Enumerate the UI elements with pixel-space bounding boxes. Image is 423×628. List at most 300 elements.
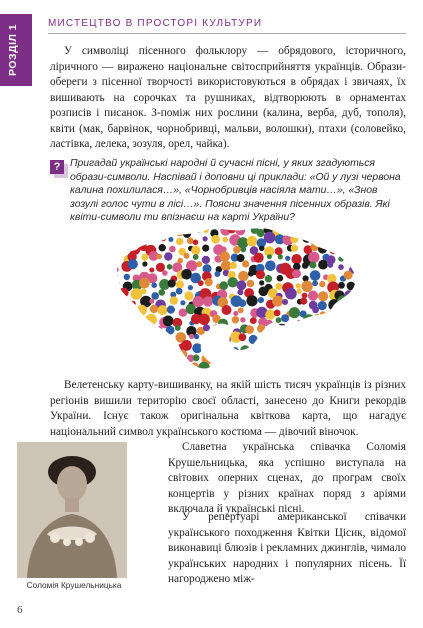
paragraph-record-map: Велетенську карту-вишиванку, на якій шість тисяч українців із різних регіонів вишили територію своєї області, занесено до Книги рекордів України. Існує також оригінальна квіткова карта, що нагадує національний символ українського костюма — дівочий віночок.	[50, 379, 406, 438]
map-flower	[137, 340, 148, 351]
map-flower	[237, 280, 247, 290]
map-flower	[214, 355, 223, 364]
map-flower	[247, 236, 258, 247]
map-flower	[324, 238, 329, 243]
map-flower-pattern	[110, 224, 360, 372]
map-flower	[260, 361, 267, 368]
map-flower	[336, 308, 341, 313]
map-flower	[239, 354, 245, 360]
map-flower	[132, 227, 139, 234]
map-flower	[152, 235, 158, 241]
map-flower	[282, 299, 288, 305]
map-flower	[193, 240, 199, 246]
map-flower	[137, 305, 148, 316]
map-flower	[159, 289, 166, 296]
map-flower	[309, 262, 316, 269]
page-number: 6	[17, 604, 23, 616]
map-flower	[302, 336, 312, 346]
map-flower	[129, 324, 140, 335]
map-flower	[336, 350, 344, 358]
map-flower	[132, 363, 138, 369]
map-flower	[344, 351, 352, 359]
map-flower	[222, 305, 232, 315]
map-flower	[181, 269, 192, 280]
map-flower	[318, 291, 328, 301]
map-flower	[355, 308, 360, 315]
map-flower	[350, 364, 357, 371]
map-flower	[355, 259, 360, 270]
portrait-illustration	[17, 442, 127, 578]
map-flower	[170, 356, 176, 362]
map-flower	[358, 230, 360, 237]
map-flower	[333, 360, 340, 367]
map-flower	[159, 234, 167, 242]
map-flower	[212, 363, 218, 369]
map-flower	[241, 361, 248, 368]
embroidered-ukraine-map	[110, 224, 360, 372]
map-flower	[328, 238, 335, 245]
map-flower	[338, 323, 347, 332]
map-flower	[320, 353, 326, 359]
map-flower	[118, 351, 128, 361]
map-flower	[356, 356, 360, 361]
map-flower	[327, 350, 338, 361]
map-flower	[114, 229, 120, 235]
map-flower	[113, 244, 121, 252]
map-flower	[276, 317, 282, 323]
map-flower	[291, 244, 298, 251]
map-flower	[167, 336, 174, 343]
map-flower	[125, 316, 130, 321]
map-flower	[157, 326, 163, 332]
map-flower	[303, 314, 315, 326]
map-flower	[194, 334, 199, 339]
map-flower	[131, 288, 143, 300]
map-flower	[314, 314, 322, 322]
map-flower	[302, 262, 309, 269]
map-flower	[159, 360, 169, 370]
map-flower	[249, 354, 259, 364]
map-flower	[338, 282, 345, 289]
map-flower	[112, 347, 118, 353]
map-flower	[265, 310, 275, 320]
map-flower	[346, 251, 355, 260]
map-flower	[141, 254, 148, 261]
map-flower	[113, 325, 122, 334]
map-flower	[328, 262, 334, 268]
map-flower	[286, 337, 293, 344]
map-flower	[274, 364, 280, 370]
map-flower	[169, 359, 177, 367]
map-flower	[265, 345, 273, 353]
map-flower	[285, 288, 297, 300]
map-flower	[267, 254, 272, 259]
map-flower	[243, 361, 255, 372]
map-flower	[147, 333, 155, 341]
map-flower	[112, 266, 119, 273]
map-flower	[266, 350, 275, 359]
header-divider	[48, 33, 406, 34]
map-flower	[299, 226, 309, 236]
map-flower	[203, 324, 210, 331]
map-flower	[150, 350, 158, 358]
map-flower	[302, 323, 312, 333]
map-flower	[259, 246, 265, 252]
map-flower	[191, 362, 198, 369]
map-flower	[256, 355, 262, 361]
map-flower	[154, 224, 166, 234]
map-flower	[275, 353, 282, 360]
map-flower	[184, 253, 190, 259]
map-flower	[222, 237, 228, 243]
map-flower	[260, 344, 266, 350]
map-flower	[323, 338, 328, 343]
map-flower	[113, 273, 118, 278]
map-flower	[327, 310, 335, 318]
map-flower	[237, 254, 245, 262]
map-flower	[290, 235, 298, 243]
map-flower	[315, 365, 321, 371]
map-flower	[265, 275, 272, 282]
map-flower	[268, 337, 277, 346]
map-flower	[330, 333, 339, 342]
map-flower	[192, 343, 202, 353]
map-flower	[330, 324, 336, 330]
map-flower	[202, 245, 209, 252]
map-flower	[346, 333, 356, 343]
map-flower	[131, 335, 139, 343]
map-flower	[327, 315, 335, 323]
map-flower	[311, 231, 316, 236]
paragraph-symbolism: У символіці пісенного фольклору — обрядового, історичного, ліричного — виражено національне світосприйняття українців. Образи-обереги з пісенної творчості використовуються в обрядах і звичаях, їх вишивають на сорочках та рушниках, відтворюють в орнаментах розписів і писанок. З-поміж них рослини (калина, верба, дуб, тополя), квіти (мак, барвінок, чорнобривці, мальви, волошки), птахи (соловейко, ластівка, лелека, зозуля, орел, чайка).	[50, 45, 406, 150]
map-flower	[296, 320, 302, 326]
map-flower	[347, 282, 356, 291]
map-flower	[110, 279, 119, 288]
map-flower	[150, 363, 161, 372]
map-flower	[202, 256, 210, 264]
map-flower	[188, 285, 193, 290]
map-flower	[149, 326, 157, 334]
map-flower	[307, 354, 318, 365]
map-flower	[126, 302, 131, 307]
map-flower	[294, 225, 301, 232]
map-flower	[275, 247, 283, 255]
map-flower	[191, 246, 200, 255]
map-flower	[359, 273, 360, 280]
map-flower	[352, 256, 360, 265]
map-flower	[248, 271, 254, 277]
map-flower	[128, 259, 138, 269]
map-flower	[345, 328, 351, 334]
map-flower	[263, 361, 272, 370]
map-flower	[176, 280, 184, 288]
map-flower	[181, 340, 192, 351]
map-flower	[302, 293, 308, 299]
map-flower	[250, 348, 256, 354]
map-flower	[203, 236, 208, 241]
map-flower	[143, 326, 149, 332]
map-flower	[183, 230, 191, 238]
map-flower	[344, 271, 353, 280]
map-flower	[308, 252, 319, 263]
map-flower	[233, 246, 240, 253]
map-flower	[345, 340, 355, 350]
map-flower	[213, 324, 221, 332]
map-flower	[310, 237, 317, 244]
map-flower	[349, 234, 356, 241]
map-flower	[287, 344, 293, 350]
map-flower	[158, 305, 168, 315]
map-flower	[111, 307, 117, 313]
map-flower	[142, 261, 147, 266]
map-flower	[228, 277, 238, 287]
map-flower	[131, 357, 137, 363]
map-flower	[293, 358, 303, 368]
map-flower	[221, 261, 232, 272]
map-flower	[193, 355, 200, 362]
map-flower	[226, 350, 237, 361]
map-flower	[292, 269, 301, 278]
map-flower	[338, 256, 344, 262]
map-flower	[175, 366, 180, 371]
map-flower	[275, 283, 282, 290]
map-flower	[277, 275, 284, 282]
map-flower	[154, 351, 165, 362]
map-flower	[175, 325, 181, 331]
map-flower	[125, 307, 131, 313]
map-flower	[110, 250, 120, 261]
map-flower	[290, 332, 301, 343]
map-flower	[141, 361, 150, 370]
map-flower	[220, 251, 230, 261]
map-flower	[150, 224, 159, 233]
map-flower	[219, 334, 231, 346]
portrait-caption: Соломія Крушельницька	[26, 580, 122, 590]
map-flower	[358, 329, 360, 335]
map-flower	[163, 225, 175, 237]
map-flower	[322, 228, 328, 234]
running-header: МИСТЕЦТВО В ПРОСТОРІ КУЛЬТУРИ	[48, 18, 263, 29]
map-flower	[335, 245, 343, 253]
map-flower	[239, 299, 247, 307]
map-flower	[249, 335, 258, 344]
map-flower	[203, 296, 213, 306]
map-flower	[347, 319, 355, 327]
map-flower	[176, 238, 183, 245]
map-flower	[343, 224, 353, 234]
map-flower	[330, 347, 336, 353]
map-flower	[278, 254, 283, 259]
map-flower	[345, 290, 354, 299]
map-flower	[121, 237, 132, 248]
map-flower	[307, 342, 319, 354]
map-flower	[258, 297, 264, 303]
map-flower	[292, 344, 299, 351]
map-flower	[189, 334, 194, 339]
map-flower	[299, 359, 311, 371]
map-flower	[264, 232, 276, 244]
map-flower	[256, 270, 265, 279]
map-flower	[318, 301, 327, 310]
map-flower	[124, 324, 131, 331]
map-flower	[115, 334, 121, 340]
map-flower	[285, 256, 290, 261]
map-flower	[215, 342, 223, 350]
map-flower	[142, 331, 153, 342]
map-flower	[115, 319, 121, 325]
map-flower	[168, 237, 173, 242]
map-flower	[291, 352, 301, 362]
map-flower	[159, 334, 167, 342]
map-flower	[184, 291, 193, 300]
map-flower	[285, 363, 290, 368]
map-flower	[319, 281, 325, 287]
map-flower	[130, 301, 136, 307]
map-flower	[138, 236, 145, 243]
map-flower	[196, 261, 202, 267]
map-flower	[300, 350, 311, 361]
map-flower	[259, 287, 269, 297]
map-flower	[149, 299, 154, 304]
map-flower	[271, 345, 283, 357]
map-flower	[301, 345, 309, 353]
map-flower	[220, 325, 229, 334]
map-flower	[151, 282, 157, 288]
map-flower	[123, 228, 129, 234]
map-flower	[337, 295, 349, 307]
map-flower	[113, 352, 124, 363]
section-tab-label: РОЗДІЛ 1	[7, 23, 19, 76]
map-flower	[214, 271, 220, 277]
map-flower	[163, 316, 174, 327]
map-flower	[145, 314, 157, 326]
map-flower	[356, 316, 360, 322]
map-flower	[151, 292, 159, 300]
map-flower	[139, 355, 146, 362]
map-flower	[207, 335, 212, 340]
map-flower	[149, 268, 154, 273]
map-flower	[355, 346, 360, 357]
map-flower	[170, 296, 178, 304]
map-flower	[112, 296, 121, 305]
map-flower	[162, 270, 168, 276]
map-flower	[242, 260, 249, 267]
map-flower	[281, 314, 289, 322]
map-flower	[312, 306, 319, 313]
map-flower	[139, 278, 150, 289]
map-flower	[240, 345, 250, 355]
map-flower	[320, 311, 326, 317]
map-flower	[203, 227, 209, 233]
map-flower	[132, 234, 139, 241]
map-flower	[300, 298, 307, 305]
map-flower	[187, 237, 194, 244]
map-flower	[310, 270, 321, 281]
map-flower	[240, 317, 245, 322]
map-flower	[232, 316, 239, 323]
map-flower	[354, 331, 360, 342]
paragraph-tsisyk: У репертуарі американської співачки українського походження Квітки Цісик, відомої виконавиці блюзів і рекламних джинглів, чимало українських народних і популярних пісень. Її нагороджено між-	[168, 511, 406, 585]
map-flower	[352, 362, 360, 371]
question-mark-icon	[48, 158, 68, 178]
map-flower	[350, 308, 358, 316]
map-flower	[247, 280, 255, 288]
map-flower	[225, 355, 231, 361]
map-flower	[228, 360, 234, 366]
map-flower	[124, 274, 130, 280]
map-flower	[349, 297, 359, 307]
map-flower	[228, 225, 236, 233]
map-flower	[199, 314, 210, 325]
map-flower	[165, 344, 176, 355]
map-flower	[246, 295, 257, 306]
map-flower	[245, 325, 254, 334]
map-flower	[265, 261, 276, 272]
map-flower	[119, 344, 128, 353]
map-flower	[169, 246, 176, 253]
map-flower	[254, 253, 264, 263]
map-flower	[158, 346, 165, 353]
map-flower	[292, 326, 301, 335]
map-flower	[175, 226, 185, 236]
map-flower	[235, 226, 245, 236]
map-flower	[310, 338, 315, 343]
map-flower	[132, 346, 139, 353]
map-flower	[359, 290, 361, 298]
map-flower	[138, 316, 144, 322]
map-flower	[250, 317, 257, 324]
map-flower	[265, 329, 271, 335]
map-flower	[308, 291, 318, 301]
map-flower	[260, 336, 266, 342]
map-flower	[337, 316, 344, 323]
map-flower	[168, 279, 176, 287]
map-flower	[159, 244, 166, 251]
map-flower	[312, 280, 318, 286]
map-flower	[276, 324, 288, 336]
map-flower	[219, 281, 228, 290]
map-flower	[357, 300, 360, 308]
map-flower	[329, 246, 337, 254]
map-flower	[180, 300, 185, 305]
map-flower	[296, 283, 301, 288]
map-flower	[133, 314, 142, 323]
map-flower	[167, 306, 175, 314]
map-flower	[338, 264, 344, 270]
map-flower	[334, 227, 345, 238]
map-flower	[318, 245, 327, 254]
map-flower	[178, 350, 187, 359]
map-flower	[257, 324, 265, 332]
map-flower	[238, 307, 244, 313]
map-flower	[274, 336, 284, 346]
map-flower	[195, 227, 201, 233]
map-flower	[319, 315, 330, 326]
map-flower	[336, 238, 345, 247]
map-flower	[320, 363, 328, 371]
section-tab	[0, 14, 32, 86]
map-flower	[166, 326, 175, 335]
question-icon-glyph: ?	[50, 160, 64, 174]
paragraph-krushelnytska: Славетна українська співачка Соломія Крушельницька, яка успішно виступала на світових оперних сценах, до програм своїх концертів у різних країнах поряд з аріями включала й українські пісні.	[168, 441, 406, 515]
map-flower	[211, 235, 220, 244]
map-flower	[213, 334, 224, 345]
map-flower	[122, 244, 127, 249]
map-flower	[289, 307, 300, 318]
map-flower	[354, 244, 360, 256]
map-flower	[205, 346, 210, 351]
map-flower	[156, 254, 162, 260]
